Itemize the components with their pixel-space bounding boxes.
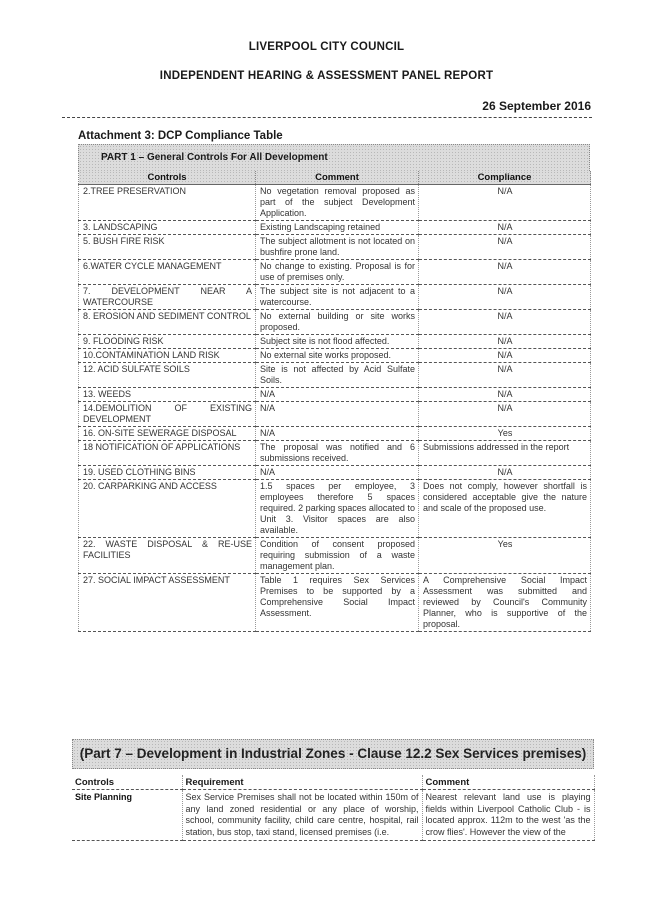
table-row [79,574,591,632]
comment-cell: No change to existing. Proposal is for use of premises only. [256,260,419,285]
table-row [72,790,594,841]
comment-cell: No external building or site works proposed. [256,310,419,335]
comment-cell: No vegetation removal proposed as part of the subject Development Application. [256,185,419,221]
comment-cell: Subject site is not flood affected. [256,335,419,349]
compliance-cell: N/A [419,363,591,388]
column-header-controls: Controls [72,775,182,790]
compliance-cell: Yes [419,538,591,574]
column-header-compliance: Compliance [419,171,591,185]
column-header-requirement: Requirement [182,775,422,790]
column-header-comment: Comment [256,171,419,185]
control-cell: 9. FLOODING RISK [79,335,256,349]
compliance-cell: N/A [419,185,591,221]
table-row [79,310,591,335]
table-row [79,285,591,310]
compliance-cell: N/A [419,335,591,349]
part1-title: PART 1 – General Controls For All Development [78,144,590,171]
control-cell: 22. WASTE DISPOSAL & RE-USE FACILITIES [79,538,256,574]
attachment-title: Attachment 3: DCP Compliance Table [78,130,283,142]
table-row [79,427,591,441]
comment-cell: N/A [256,402,419,427]
comment-cell: Condition of consent proposed requiring submission of a waste management plan. [256,538,419,574]
comment-cell: No external site works proposed. [256,349,419,363]
comment-cell: Site is not affected by Acid Sulfate Soils. [256,363,419,388]
control-cell: 3. LANDSCAPING [79,221,256,235]
report-title: INDEPENDENT HEARING & ASSESSMENT PANEL REPORT [159,70,494,82]
comment-cell: N/A [256,388,419,402]
control-cell: 6.WATER CYCLE MANAGEMENT [79,260,256,285]
table-row [79,335,591,349]
table-row [79,235,591,260]
table-row [79,538,591,574]
table-row [79,388,591,402]
compliance-cell: N/A [419,235,591,260]
control-cell: 16. ON-SITE SEWERAGE DISPOSAL [79,427,256,441]
control-cell: 8. EROSION AND SEDIMENT CONTROL [79,310,256,335]
part1-table [78,171,591,632]
column-header-comment: Comment [422,775,594,790]
compliance-cell: N/A [419,285,591,310]
compliance-cell: N/A [419,221,591,235]
table-row [79,185,591,221]
compliance-cell: Submissions addressed in the report [419,441,591,466]
comment-cell: Existing Landscaping retained [256,221,419,235]
compliance-cell: Yes [419,427,591,441]
part1-header-row [79,171,591,185]
requirement-cell: Sex Service Premises shall not be located within 150m of any land zoned residential or any place of worship, school, community facility, child care centre, hospital, rail station, bus stop, taxi stand, licensed premises (i.e. [182,790,422,841]
table-row [79,441,591,466]
compliance-cell: N/A [419,402,591,427]
compliance-cell: N/A [419,310,591,335]
comment-cell: 1.5 spaces per employee, 3 employees therefore 5 spaces required. 2 parking spaces allocated to Unit 3. Visitor spaces are also available. [256,480,419,538]
compliance-cell: N/A [419,466,591,480]
comment-cell: The proposal was notified and 6 submissions received. [256,441,419,466]
control-cell: 20. CARPARKING AND ACCESS [79,480,256,538]
comment-cell: The subject allotment is not located on bushfire prone land. [256,235,419,260]
compliance-cell: N/A [419,260,591,285]
comment-cell: Table 1 requires Sex Services Premises to be supported by a Comprehensive Social Impact Assessment. [256,574,419,632]
control-cell: 12. ACID SULFATE SOILS [79,363,256,388]
part7-title: (Part 7 – Development in Industrial Zones - Clause 12.2 Sex Services premises) [72,739,594,769]
compliance-cell: Does not comply, however shortfall is considered acceptable give the nature and scale of the proposed use. [419,480,591,538]
control-cell: 5. BUSH FIRE RISK [79,235,256,260]
comment-cell: The subject site is not adjacent to a watercourse. [256,285,419,310]
comment-cell: N/A [256,427,419,441]
control-cell: 13. WEEDS [79,388,256,402]
control-cell: Site Planning [72,790,182,841]
control-cell: 18 NOTIFICATION OF APPLICATIONS [79,441,256,466]
header-divider [62,117,592,118]
part7-table [72,775,595,841]
table-row [79,402,591,427]
table-row [79,363,591,388]
report-date: 26 September 2016 [482,99,591,113]
table-row [79,260,591,285]
control-cell: 27. SOCIAL IMPACT ASSESSMENT [79,574,256,632]
part1-section [78,144,590,632]
column-header-controls: Controls [79,171,256,185]
compliance-cell: N/A [419,388,591,402]
compliance-cell: N/A [419,349,591,363]
table-row [79,466,591,480]
part7-header-row [72,775,594,790]
control-cell: 2.TREE PRESERVATION [79,185,256,221]
comment-cell: Nearest relevant land use is playing fields within Liverpool Catholic Club - is located approx. 112m to the west 'as the crow flies'. However the view of the [422,790,594,841]
control-cell: 19. USED CLOTHING BINS [79,466,256,480]
table-row [79,480,591,538]
table-row [79,221,591,235]
comment-cell: N/A [256,466,419,480]
part7-section [72,739,594,841]
control-cell: 10.CONTAMINATION LAND RISK [79,349,256,363]
table-row [79,349,591,363]
control-cell: 7. DEVELOPMENT NEAR A WATERCOURSE [79,285,256,310]
compliance-cell: A Comprehensive Social Impact Assessment was submitted and reviewed by Council's Community Planner, who is supportive of the proposal. [419,574,591,632]
council-name: LIVERPOOL CITY COUNCIL [248,41,405,53]
control-cell: 14.DEMOLITION OF EXISTING DEVELOPMENT [79,402,256,427]
